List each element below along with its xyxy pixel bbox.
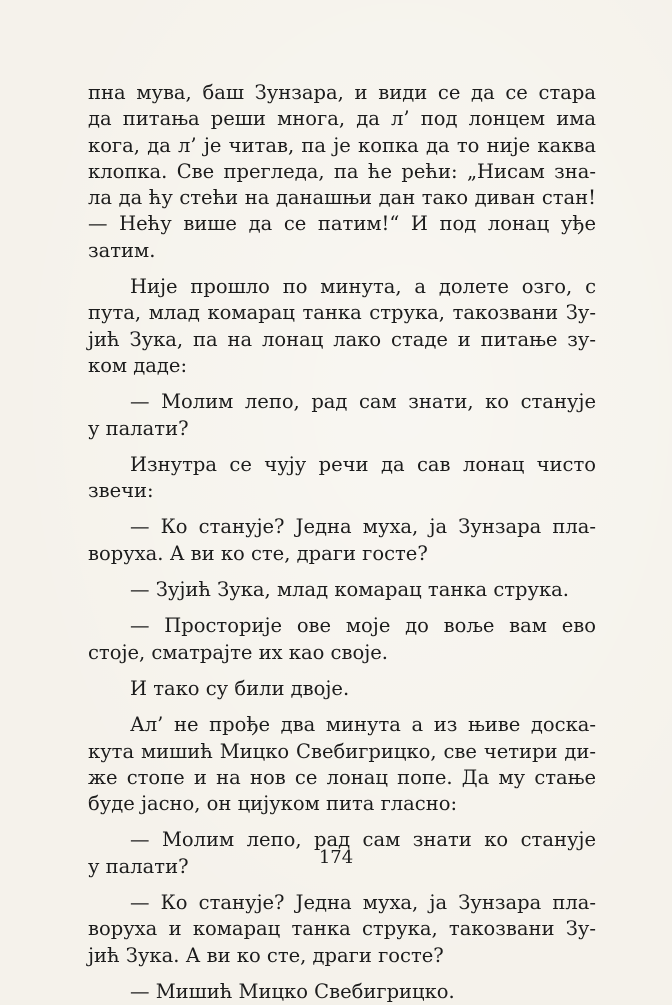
text-line: — Молим лепо, рад сам знати, ко станује <box>130 390 596 414</box>
text-line: звечи: <box>88 479 154 503</box>
text-line: — Зујић Зука, млад комарац танка струка. <box>130 578 570 602</box>
paragraph-gap <box>88 603 596 613</box>
text-line: воруха и комарац танка струка, такозвани Зу- <box>88 917 596 941</box>
page-number: 174 <box>318 847 354 868</box>
paragraph-gap <box>88 880 596 890</box>
paragraph-gap <box>88 817 596 827</box>
text-line: ком даде: <box>88 353 188 377</box>
text-line: же стопе и на нов се лонац попе. Да му стање <box>88 765 596 789</box>
paragraph-gap <box>88 442 596 452</box>
paragraph-gap <box>88 504 596 514</box>
text-line: — Мишић Мицко Свебигрицко. <box>130 979 455 1003</box>
text-line: ла да ћу стећи на данашњи дан тако диван стан! <box>88 186 596 210</box>
text-line: Ал’ не прође два минута а из њиве доска- <box>130 713 596 737</box>
text-line: — Ко станује? Једна муха, ја Зунзара пла- <box>130 515 596 539</box>
text-line: клопка. Све прегледа, па ће рећи: „Нисам зна- <box>88 159 596 183</box>
paragraph-gap <box>88 969 596 979</box>
text-line: јић Зука, па на лонац лако стаде и питање зу- <box>88 327 596 351</box>
text-line: И тако су били двоје. <box>130 676 350 700</box>
text-line: — Нећу више да се патим!“ И под лонац уђе <box>88 212 596 236</box>
text-line: пна мува, баш Зунзара, и види се да се стара <box>88 81 596 104</box>
text-line: кута мишић Мицко Свебигрицко, све четири ди- <box>88 739 596 763</box>
paragraph-gap <box>88 666 596 676</box>
text-line: воруха. А ви ко сте, драги госте? <box>88 541 428 565</box>
text-line: да питања реши многа, да л’ под лонцем има <box>88 107 596 131</box>
paragraph-gap <box>88 702 596 712</box>
text-line: кога, да л’ је читав, па је копка да то није каква <box>88 133 596 157</box>
text-line: у палати? <box>88 416 189 440</box>
paragraph-gap <box>88 264 596 274</box>
text-line: буде јасно, он цијуком пита гласно: <box>88 792 458 816</box>
text-line: у палати? <box>88 854 189 878</box>
text-line: — Молим лепо, рад сам знати ко станује <box>130 828 596 852</box>
text-line: пута, млад комарац танка струка, такозвани Зу- <box>88 301 596 325</box>
text-line: — Просторије ове моје до воље вам ево <box>130 614 596 638</box>
paragraph-gap <box>88 567 596 577</box>
text-line: Није прошло по минута, а долете озго, с <box>130 275 596 299</box>
text-line: Изнутра се чују речи да сав лонац чисто <box>130 452 596 476</box>
paragraph-gap <box>88 379 596 389</box>
text-line: јић Зука. А ви ко сте, драги госте? <box>88 943 444 967</box>
text-line: затим. <box>88 238 156 262</box>
text-line: — Ко станује? Једна муха, ја Зунзара пла- <box>130 891 596 915</box>
text-line: стоје, сматрајте их као своје. <box>88 640 388 664</box>
